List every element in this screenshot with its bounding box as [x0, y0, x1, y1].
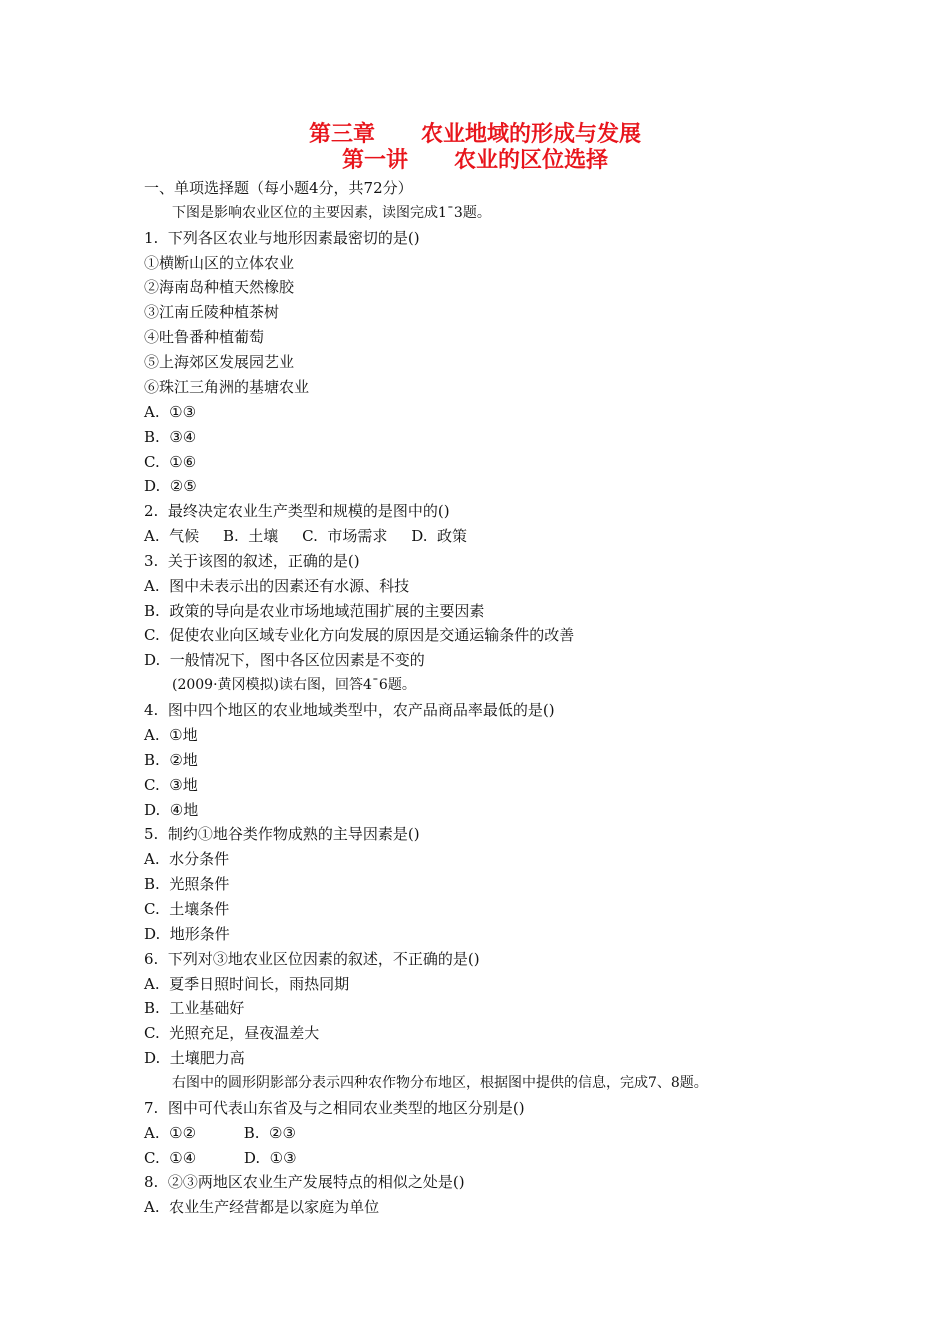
- list-item: ⑥珠江三角洲的基塘农业: [144, 378, 310, 396]
- list-item: ④吐鲁番种植葡萄: [144, 328, 265, 346]
- answer-option: D. 土壤肥力高: [144, 1049, 245, 1067]
- answer-option: A. 水分条件: [144, 850, 230, 868]
- question-5: 5. 制约①地谷类作物成熟的主导因素是(): [144, 825, 420, 843]
- answer-options-row: A. ①② B. ②③: [144, 1124, 296, 1142]
- answer-option: C. 土壤条件: [144, 900, 230, 918]
- answer-option: B. 工业基础好: [144, 999, 245, 1017]
- instruction-text: 下图是影响农业区位的主要因素，读图完成1¯3题。: [172, 205, 491, 221]
- list-item: ②海南岛种植天然橡胶: [144, 278, 295, 296]
- answer-option: B. 光照条件: [144, 875, 230, 893]
- answer-option: C. 光照充足，昼夜温差大: [144, 1024, 320, 1042]
- list-item: ③江南丘陵种植茶树: [144, 303, 280, 321]
- answer-option: D. ④地: [144, 801, 199, 819]
- answer-option: A. 夏季日照时间长，雨热同期: [144, 975, 350, 993]
- question-2: 2. 最终决定农业生产类型和规模的是图中的(): [144, 502, 450, 520]
- answer-option: D. 地形条件: [144, 925, 230, 943]
- answer-option: D. 一般情况下，图中各区位因素是不变的: [144, 651, 425, 669]
- list-item: ①横断山区的立体农业: [144, 254, 295, 272]
- lesson-title: 第一讲 农业的区位选择: [342, 148, 608, 173]
- answer-option: C. 促使农业向区域专业化方向发展的原因是交通运输条件的改善: [144, 626, 575, 644]
- answer-option: C. ①⑥: [144, 453, 197, 471]
- question-6: 6. 下列对③地农业区位因素的叙述，不正确的是(): [144, 950, 480, 968]
- answer-options-row: C. ①④ D. ①③: [144, 1149, 297, 1167]
- answer-option: A. ①地: [144, 726, 198, 744]
- answer-option: A. 农业生产经营都是以家庭为单位: [144, 1198, 380, 1216]
- answer-option: C. ③地: [144, 776, 198, 794]
- instruction-text: (2009·黄冈模拟)读右图，回答4¯6题。: [172, 677, 416, 693]
- question-8: 8. ②③两地区农业生产发展特点的相似之处是(): [144, 1173, 465, 1191]
- chapter-title: 第三章 农业地域的形成与发展: [309, 122, 641, 147]
- answer-option: B. ③④: [144, 428, 197, 446]
- question-7: 7. 图中可代表山东省及与之相同农业类型的地区分别是(): [144, 1099, 525, 1117]
- section-heading: 一、单项选择题（每小题4分，共72分）: [144, 179, 413, 197]
- list-item: ⑤上海郊区发展园艺业: [144, 353, 295, 371]
- answer-option: A. ①③: [144, 403, 197, 421]
- answer-option: B. 政策的导向是农业市场地域范围扩展的主要因素: [144, 602, 485, 620]
- question-4: 4. 图中四个地区的农业地域类型中，农产品商品率最低的是(): [144, 701, 555, 719]
- answer-option: B. ②地: [144, 751, 198, 769]
- question-1: 1. 下列各区农业与地形因素最密切的是(): [144, 229, 420, 247]
- answer-options-row: A. 气候 B. 土壤 C. 市场需求 D. 政策: [144, 527, 468, 545]
- answer-option: D. ②⑤: [144, 477, 197, 495]
- instruction-text: 右图中的圆形阴影部分表示四种农作物分布地区，根据图中提供的信息，完成7、8题。: [172, 1075, 708, 1091]
- answer-option: A. 图中未表示出的因素还有水源、科技: [144, 577, 410, 595]
- question-3: 3. 关于该图的叙述，正确的是(): [144, 552, 360, 570]
